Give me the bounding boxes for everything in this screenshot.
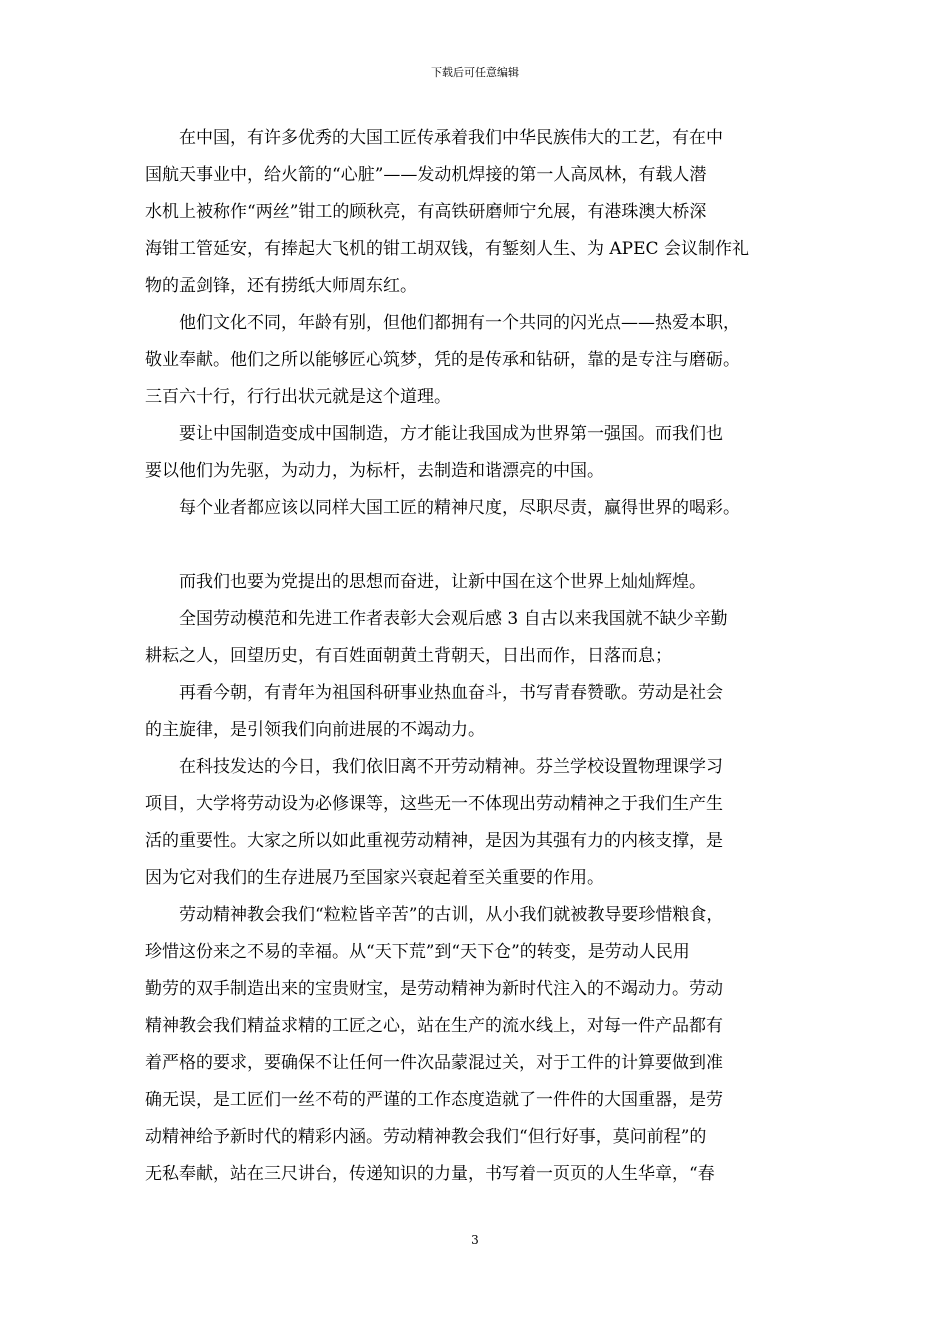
paragraph: 劳动精神教会我们“粒粒皆辛苦”的古训，从小我们就被教导要珍惜粮食， 珍惜这份来之不易的幸福。从“天下荒”到“天下仓”的转变，是劳动人民用 勤劳的双手制造出来的宝贵财宝，是劳动精神为新时代注入的不竭动力。劳动 精神教会我们精益求精的工匠之心，站在生产的流水线上，对每一件产品都有 着严格的要求，要确保不让任何一件次品蒙混过关，对于工件的计算要做到准 确无误，是工匠们一丝不苟的严谨的工作态度造就了一件件的大国重器，是劳 动精神给予新时代的精彩内涵。劳动精神教会我们“但行好事，莫问前程”的 无私奉献，站在三尺讲台，传递知识的力量，书写着一页页的人生华章，“春: [145, 905, 724, 1184]
document-body: [145, 120, 805, 1193]
paragraph: 而我们也要为党提出的思想而奋进，让新中国在这个世界上灿灿辉煌。: [179, 572, 706, 592]
page-number: 3: [471, 1233, 479, 1247]
paragraph: 他们文化不同，年龄有别，但他们都拥有一个共同的闪光点——热爱本职， 敬业奉献。他们之所以能够匠心筑梦，凭的是传承和钻研，靠的是专注与磨砺。 三百六十行，行行出状元就是这个道理。: [145, 313, 740, 407]
paragraph: 全国劳动模范和先进工作者表彰大会观后感 3 自古以来我国就不缺少辛勤 耕耘之人，回望历史，有百姓面朝黄土背朝天，日出而作，日落而息；: [145, 609, 728, 666]
paragraph: 在中国，有许多优秀的大国工匠传承着我们中华民族伟大的工艺，有在中 国航天事业中，给火箭的“心脏”——发动机焊接的第一人高凤林，有载人潜 水机上被称作“两丝”钳工的顾秋亮，有高铁研磨师宁允展，有港珠澳大桥深 海钳工管延安，有捧起大飞机的钳工胡双钱，有錾刻人生、为 APEC 会议制作礼 物的孟剑锋，还有捞纸大师周东红。: [145, 128, 749, 296]
paragraph: 再看今朝，有青年为祖国科研事业热血奋斗，书写青春赞歌。劳动是社会 的主旋律，是引领我们向前进展的不竭动力。: [145, 683, 723, 740]
paragraph: 在科技发达的今日，我们依旧离不开劳动精神。芬兰学校设置物理课学习 项目，大学将劳动设为必修课等，这些无一不体现出劳动精神之于我们生产生 活的重要性。大家之所以如此重视劳动精神，是因为其强有力的内核支撑，是 因为它对我们的生存进展乃至国家兴衰起着至关重要的作用。: [145, 757, 723, 888]
page-header: 下载后可任意编辑: [431, 66, 519, 79]
paragraph: 每个业者都应该以同样大国工匠的精神尺度，尽职尽责，赢得世界的喝彩。: [179, 498, 740, 518]
paragraph: 要让中国制造变成中国制造，方才能让我国成为世界第一强国。而我们也 要以他们为先驱，为动力，为标杆，去制造和谐漂亮的中国。: [145, 424, 723, 481]
